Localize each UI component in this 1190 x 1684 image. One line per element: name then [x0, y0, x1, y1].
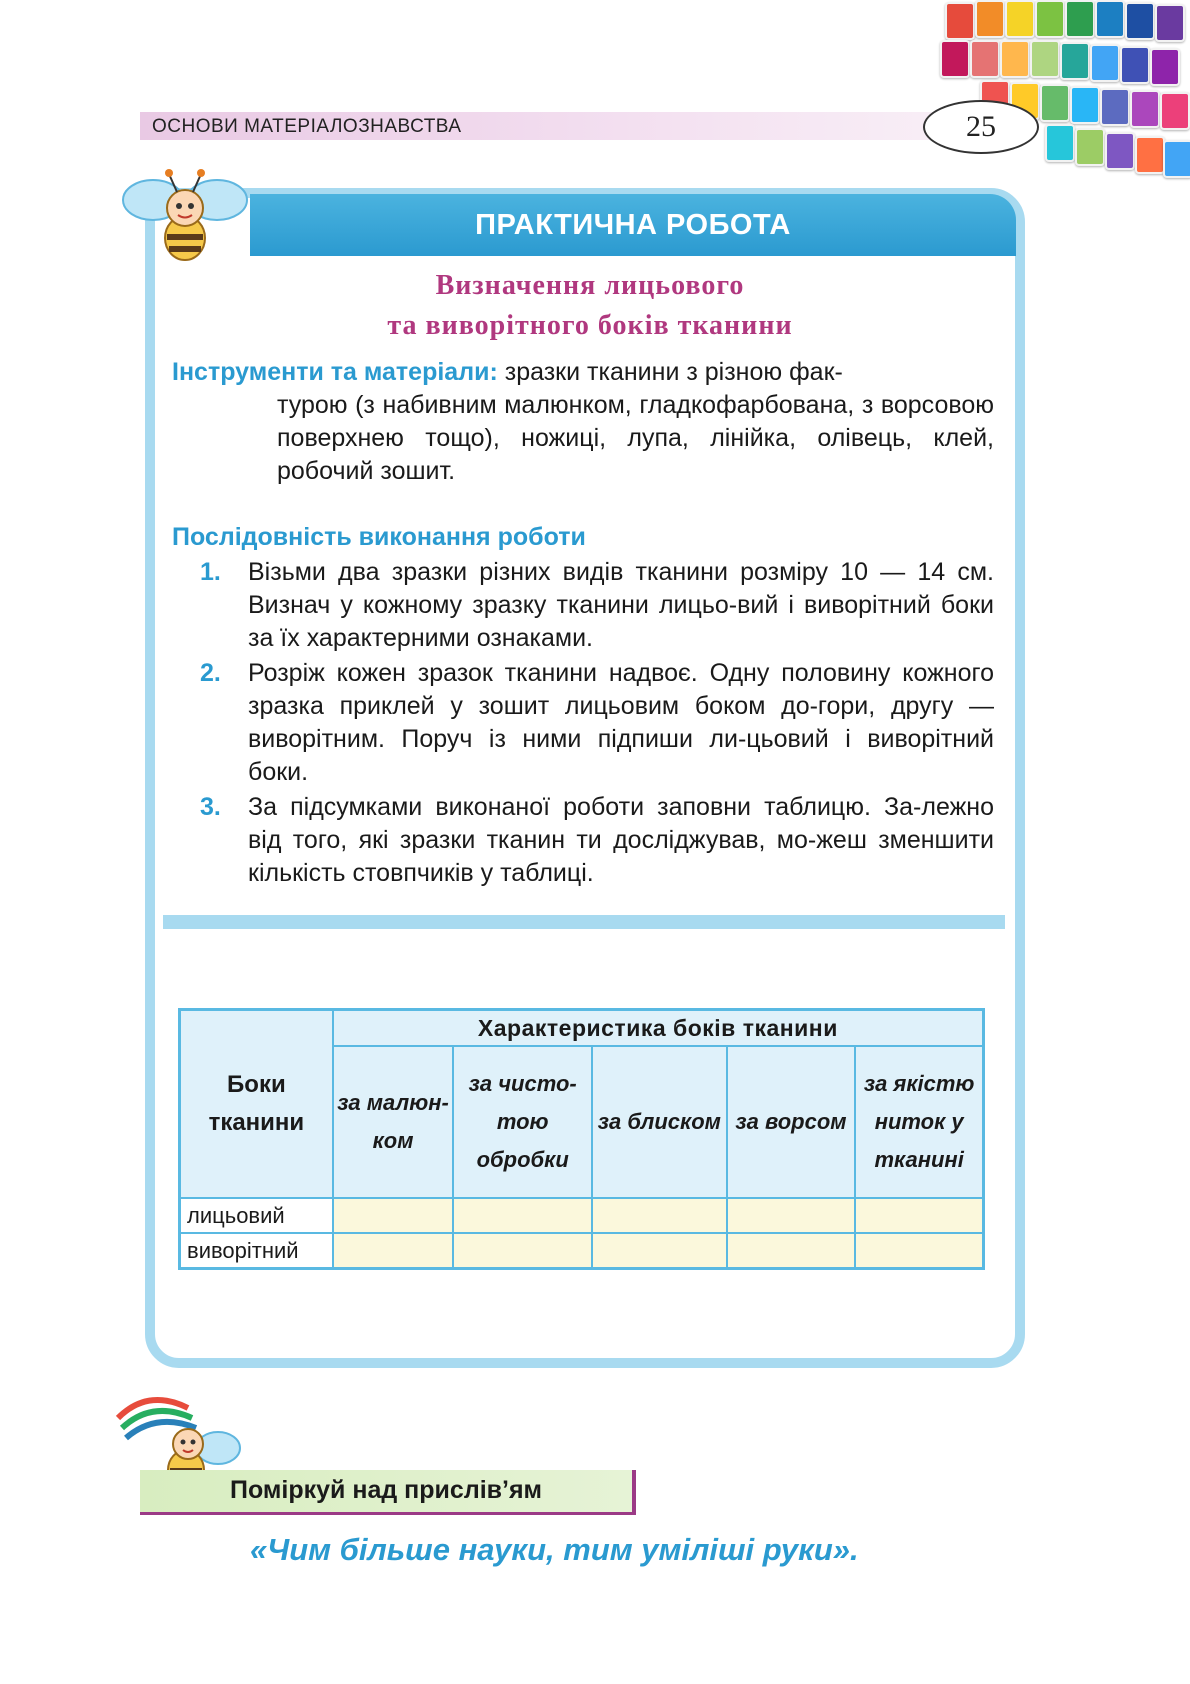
subtitle-line-1: Визначення лицьового [435, 270, 745, 301]
column-header: за ворсом [727, 1046, 856, 1198]
bee-mascot-icon [115, 160, 255, 270]
column-header: за блиском [592, 1046, 727, 1198]
step-text: За підсумками виконаної роботи заповни таблицю. За-лежно від того, які зразки тканин ти досліджував, мо-жеш зменшити кількість стовпчиків у таблиці. [248, 793, 994, 887]
tools-label: Інструменти та матеріали: [172, 358, 498, 386]
table-group-header: Характеристика боків тканини [333, 1010, 984, 1047]
table-cell[interactable] [592, 1233, 727, 1269]
subtitle-line-2: та виворітного боків тканини [387, 310, 793, 341]
panel-title: ПРАКТИЧНА РОБОТА [250, 194, 1016, 256]
tools-and-materials [172, 356, 994, 488]
step-item [200, 556, 994, 655]
table-cell[interactable] [592, 1198, 727, 1233]
table-cell[interactable] [855, 1233, 983, 1269]
table-corner-header: Боки тканини [180, 1010, 333, 1199]
tools-text-rest: турою (з набивним малюнком, гладкофарбована, з ворсовою поверхнею тощо), ножиці, лупа, лінійка, олівець, клей, робочий зошит. [277, 391, 994, 485]
work-subtitle [190, 266, 990, 346]
column-header: за малюн-ком [333, 1046, 454, 1198]
row-label: лицьовий [180, 1198, 333, 1233]
panel-divider [163, 915, 1005, 929]
table-cell[interactable] [727, 1198, 856, 1233]
running-head [140, 112, 940, 140]
ponder-banner [140, 1470, 636, 1515]
step-text: Розріж кожен зразок тканини надвоє. Одну половину кожного зразка приклей у зошит лицьовим боком до-гори, другу — виворітним. Поруч із ними підпиши ли-цьовий і виворітний боки. [248, 659, 994, 786]
table-cell[interactable] [855, 1198, 983, 1233]
steps-list [200, 556, 994, 892]
table-row [180, 1233, 984, 1269]
proverb-text: «Чим більше науки, тим уміліші руки». [250, 1532, 859, 1567]
ponder-label: Поміркуй над прислів’ям [230, 1476, 543, 1504]
step-number: 1. [200, 558, 221, 586]
fabric-sides-table [178, 1008, 985, 1270]
page-number: 25 [923, 100, 1039, 154]
step-number: 3. [200, 793, 221, 821]
table-cell[interactable] [333, 1198, 454, 1233]
step-text: Візьми два зразки різних видів тканини розміру 10 — 14 см. Визнач у кожному зразку тканини лицьо-вий і виворітний боки за їх характерними ознаками. [248, 558, 994, 652]
spools-decoration-icon [935, 0, 1190, 190]
table-cell[interactable] [453, 1233, 592, 1269]
row-label: виворітний [180, 1233, 333, 1269]
column-header: за чисто-тою обробки [453, 1046, 592, 1198]
step-item [200, 791, 994, 890]
table-cell[interactable] [727, 1233, 856, 1269]
step-item [200, 657, 994, 789]
table-row [180, 1198, 984, 1233]
column-header: за якістю ниток у тканині [855, 1046, 983, 1198]
step-number: 2. [200, 659, 221, 687]
table-cell[interactable] [453, 1198, 592, 1233]
table-cell[interactable] [333, 1233, 454, 1269]
sequence-heading: Послідовність виконання роботи [172, 523, 586, 551]
section-title: ОСНОВИ МАТЕРІАЛОЗНАВСТВА [152, 116, 462, 137]
tools-text-start: зразки тканини з різною фак- [497, 358, 843, 386]
